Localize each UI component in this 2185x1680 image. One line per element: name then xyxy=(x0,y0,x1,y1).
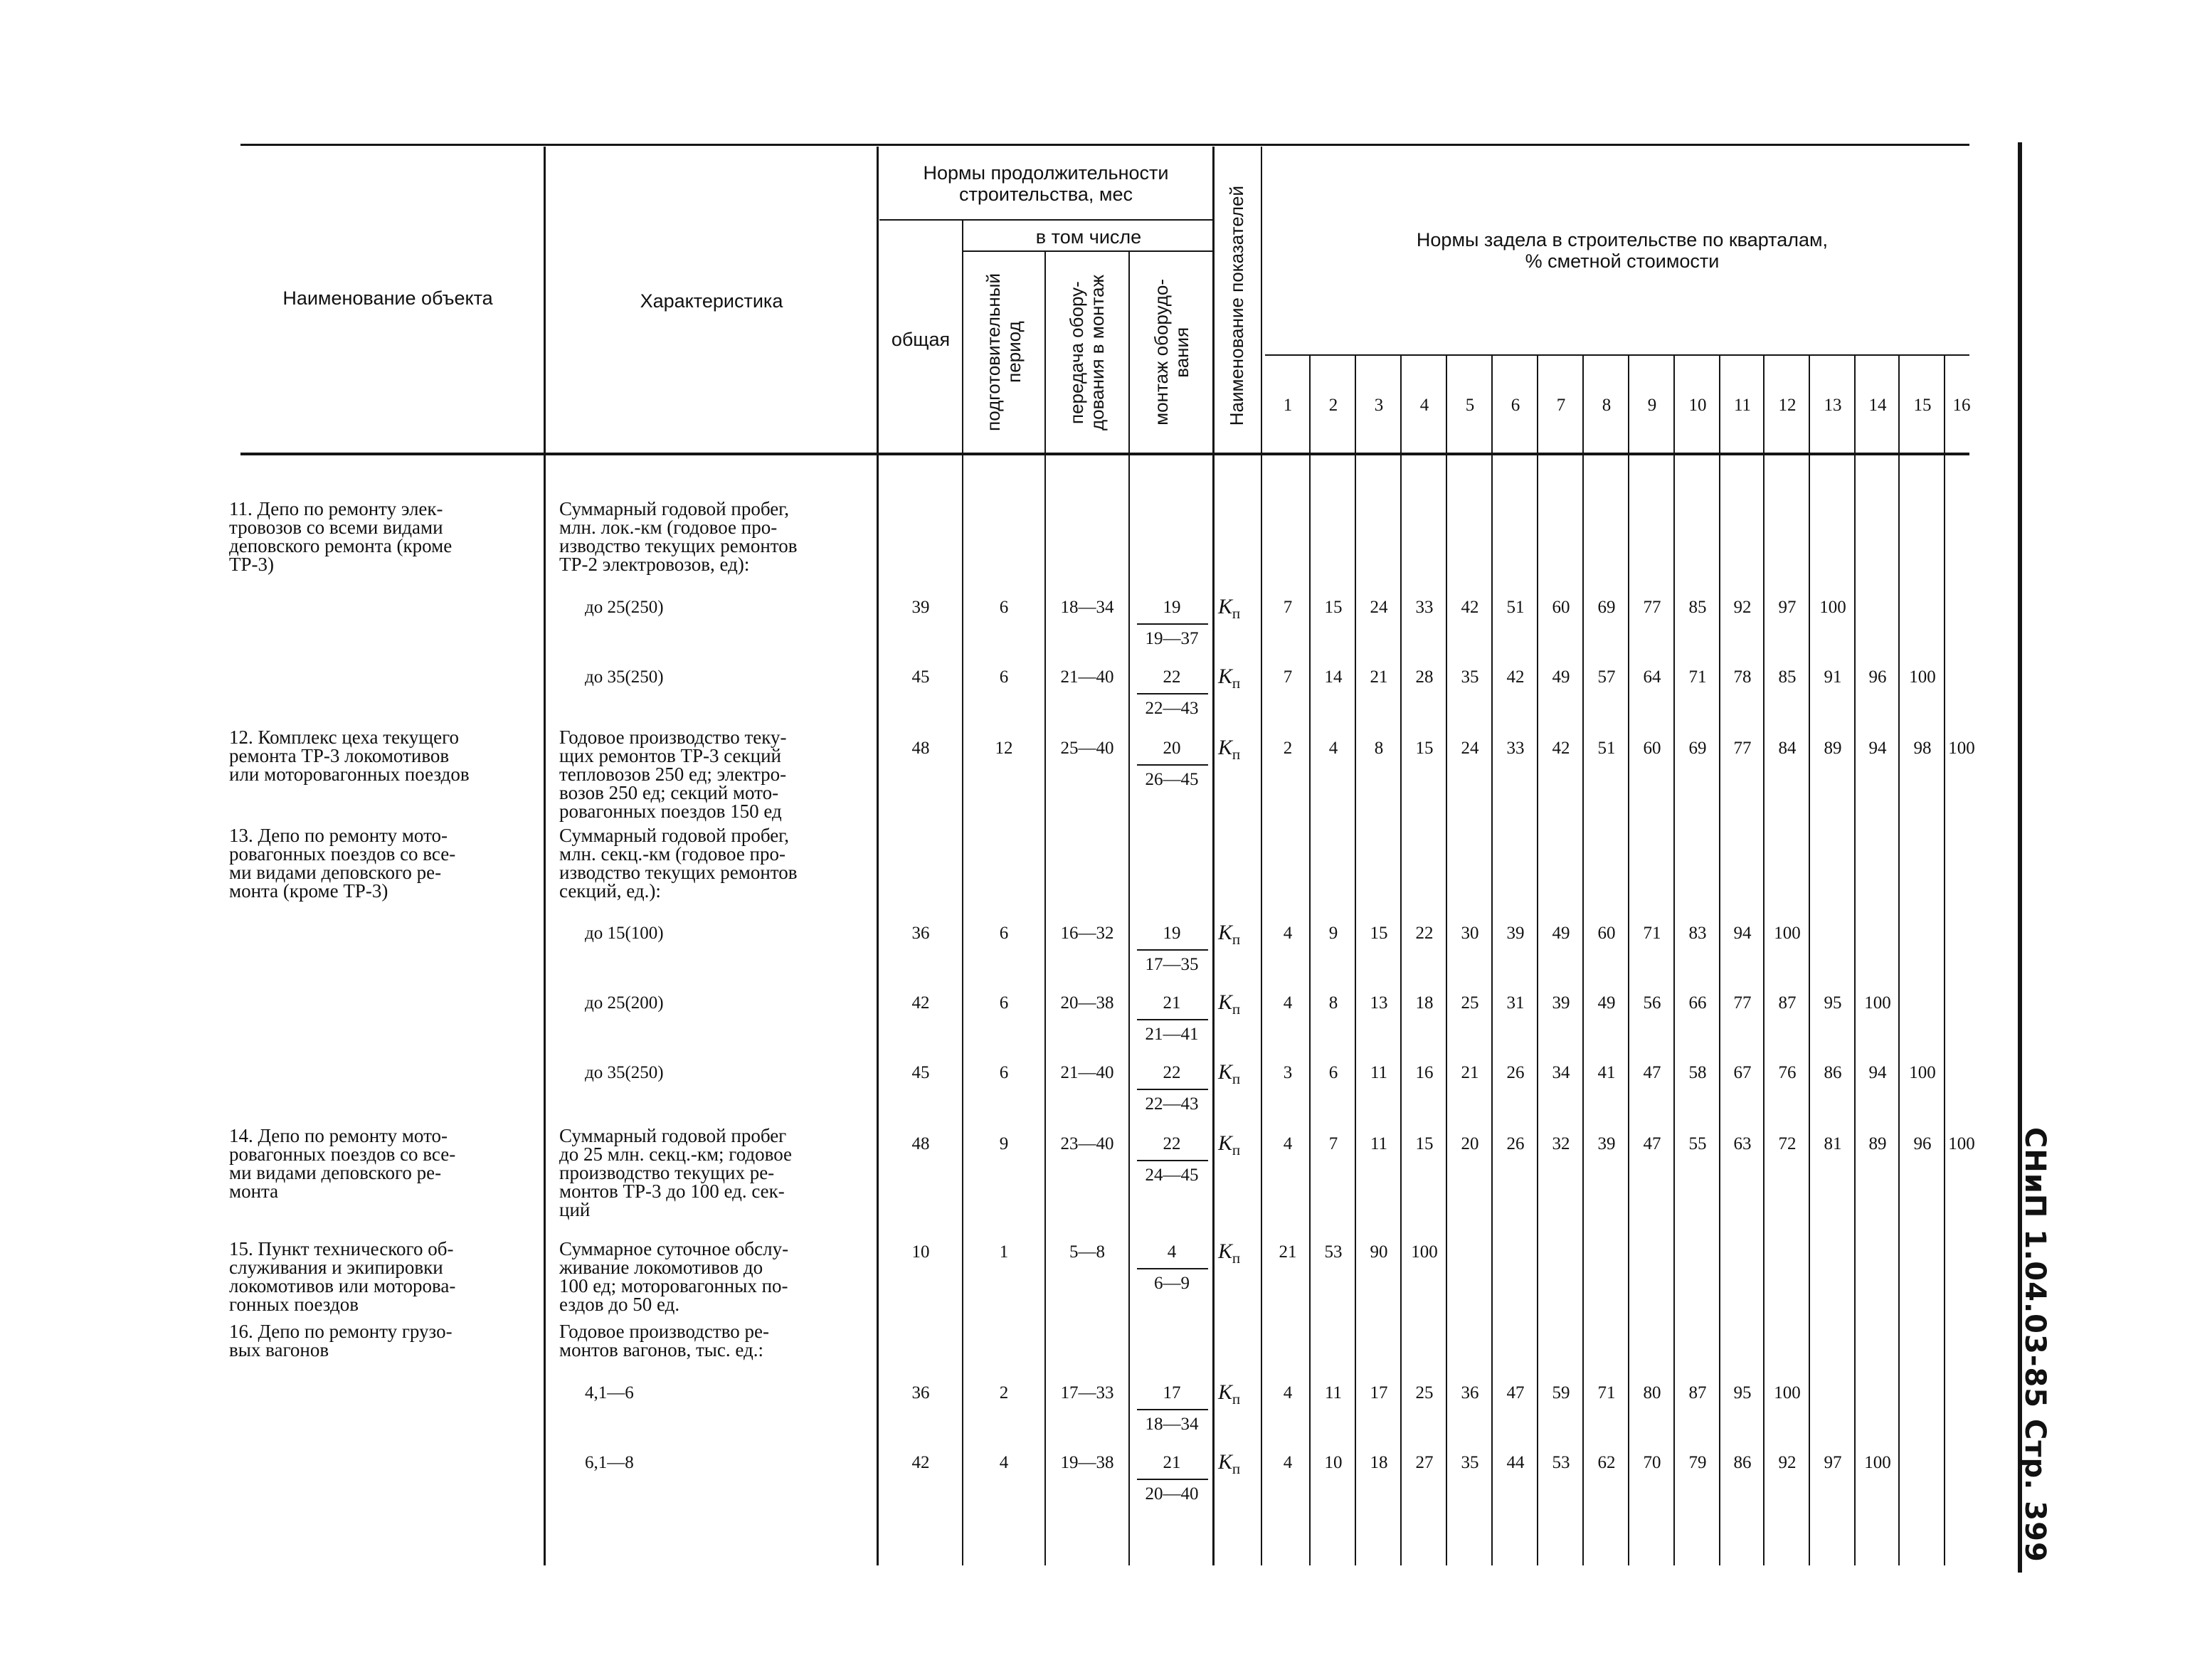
cell-quarter-12: 97 xyxy=(1778,598,1797,617)
cell-total: 48 xyxy=(911,1134,930,1153)
row-subcategory: 6,1—8 xyxy=(585,1453,634,1472)
cell-mount-top: 22 xyxy=(1163,1063,1181,1082)
cell-quarter-13: 97 xyxy=(1824,1453,1842,1472)
cell-quarter-10: 71 xyxy=(1688,667,1707,687)
cell-quarter-1: 21 xyxy=(1279,1242,1297,1262)
cell-quarter-14: 100 xyxy=(1864,993,1891,1013)
header-indicator-name: Наименование показателей xyxy=(1225,186,1247,426)
cell-quarter-1: 2 xyxy=(1283,739,1293,758)
cell-quarter-1: 7 xyxy=(1283,667,1293,687)
cell-total: 36 xyxy=(911,924,930,943)
cell-quarter-5: 24 xyxy=(1461,739,1479,758)
cell-mount-top: 21 xyxy=(1163,1453,1181,1472)
cell-quarter-4: 33 xyxy=(1415,598,1434,617)
cell-quarter-1: 4 xyxy=(1283,1383,1293,1402)
cell-quarter-6: 39 xyxy=(1506,924,1525,943)
cell-quarter-5: 36 xyxy=(1461,1383,1479,1402)
cell-quarter-8: 57 xyxy=(1597,667,1616,687)
cell-quarter-15: 100 xyxy=(1909,667,1936,687)
cell-quarter-12: 92 xyxy=(1778,1453,1797,1472)
cell-quarter-15: 98 xyxy=(1913,739,1932,758)
cell-quarter-11: 94 xyxy=(1733,924,1752,943)
indicator-kp: $К_п$ xyxy=(1218,990,1241,1018)
cell-quarter-11: 86 xyxy=(1733,1453,1752,1472)
cell-quarter-1: 4 xyxy=(1283,993,1293,1013)
characteristic-15: Суммарное суточное обслу- живание локомотивов до 100 ед; моторовагонных по- ездов до 50 ед. xyxy=(559,1238,789,1315)
cell-quarter-2: 15 xyxy=(1324,598,1343,617)
cell-quarter-11: 67 xyxy=(1733,1063,1752,1082)
indicator-kp: $К_п$ xyxy=(1218,921,1241,948)
cell-transfer: 19—38 xyxy=(1060,1453,1114,1472)
cell-quarter-9: 80 xyxy=(1643,1383,1661,1402)
header-including: в том числе xyxy=(1035,226,1142,248)
cell-transfer: 5—8 xyxy=(1069,1242,1105,1262)
cell-total: 42 xyxy=(911,993,930,1013)
mount-fraction-bar xyxy=(1137,623,1208,625)
quarter-header-11: 11 xyxy=(1733,396,1752,415)
object-12: 12. Комплекс цеха текущего ремонта ТР-3 локомотивов или моторовагонных поездов xyxy=(229,727,470,785)
cell-quarter-7: 42 xyxy=(1552,739,1570,758)
header-equipment-mounting: монтаж оборудо- вания xyxy=(1150,279,1192,426)
cell-quarter-10: 66 xyxy=(1688,993,1707,1013)
cell-quarter-7: 60 xyxy=(1552,598,1570,617)
quarter-header-16: 16 xyxy=(1952,396,1971,415)
vline-char xyxy=(877,147,879,1565)
cell-quarter-12: 87 xyxy=(1778,993,1797,1013)
cell-quarter-8: 51 xyxy=(1597,739,1616,758)
cell-quarter-6: 31 xyxy=(1506,993,1525,1013)
cell-quarter-2: 10 xyxy=(1324,1453,1343,1472)
cell-quarter-11: 95 xyxy=(1733,1383,1752,1402)
quarter-header-6: 6 xyxy=(1511,396,1520,415)
quarter-header-13: 13 xyxy=(1824,396,1842,415)
quarter-header-5: 5 xyxy=(1465,396,1475,415)
cell-quarter-6: 26 xyxy=(1506,1063,1525,1082)
cell-quarter-11: 77 xyxy=(1733,993,1752,1013)
cell-quarter-9: 47 xyxy=(1643,1063,1661,1082)
quarter-header-3: 3 xyxy=(1374,396,1384,415)
cell-total: 10 xyxy=(911,1242,930,1262)
cell-total: 42 xyxy=(911,1453,930,1472)
cell-mount-bottom: 24—45 xyxy=(1145,1166,1199,1185)
cell-quarter-9: 77 xyxy=(1643,598,1661,617)
cell-quarter-10: 58 xyxy=(1688,1063,1707,1082)
cell-prep: 9 xyxy=(999,1134,1009,1153)
cell-quarter-2: 6 xyxy=(1328,1063,1338,1082)
indicator-kp: $К_п$ xyxy=(1218,665,1241,692)
cell-quarter-10: 55 xyxy=(1688,1134,1707,1153)
cell-quarter-13: 100 xyxy=(1819,598,1846,617)
cell-quarter-5: 35 xyxy=(1461,1453,1479,1472)
cell-prep: 12 xyxy=(995,739,1013,758)
cell-total: 39 xyxy=(911,598,930,617)
cell-prep: 6 xyxy=(999,924,1009,943)
cell-quarter-6: 42 xyxy=(1506,667,1525,687)
object-16: 16. Депо по ремонту грузо- вых вагонов xyxy=(229,1321,453,1361)
cell-mount-bottom: 17—35 xyxy=(1145,955,1199,974)
vline-quarter xyxy=(1898,354,1900,1565)
cell-quarter-5: 25 xyxy=(1461,993,1479,1013)
quarter-header-4: 4 xyxy=(1419,396,1429,415)
indicator-kp: $К_п$ xyxy=(1218,1380,1241,1407)
vline-name xyxy=(544,147,546,1565)
indicator-kp: $К_п$ xyxy=(1218,1131,1241,1158)
cell-quarter-7: 32 xyxy=(1552,1134,1570,1153)
cell-quarter-8: 39 xyxy=(1597,1134,1616,1153)
cell-quarter-9: 64 xyxy=(1643,667,1661,687)
row-subcategory: до 15(100) xyxy=(585,924,664,943)
cell-transfer: 21—40 xyxy=(1060,667,1114,687)
rule-duration-sub xyxy=(879,219,1214,221)
object-13: 13. Депо по ремонту мото- ровагонных поездов со все- ми видами деповского ре- монта (кроме ТР-3) xyxy=(229,825,456,902)
cell-quarter-8: 60 xyxy=(1597,924,1616,943)
cell-quarter-13: 81 xyxy=(1824,1134,1842,1153)
quarter-header-1: 1 xyxy=(1283,396,1293,415)
cell-quarter-3: 17 xyxy=(1370,1383,1388,1402)
cell-quarter-6: 47 xyxy=(1506,1383,1525,1402)
cell-quarter-14: 94 xyxy=(1868,1063,1887,1082)
cell-quarter-6: 33 xyxy=(1506,739,1525,758)
cell-transfer: 20—38 xyxy=(1060,993,1114,1013)
cell-quarter-6: 26 xyxy=(1506,1134,1525,1153)
cell-mount-bottom: 20—40 xyxy=(1145,1484,1199,1504)
cell-quarter-15: 96 xyxy=(1913,1134,1932,1153)
rule-header-bottom xyxy=(240,453,1969,455)
cell-quarter-9: 71 xyxy=(1643,924,1661,943)
quarter-header-15: 15 xyxy=(1913,396,1932,415)
cell-quarter-3: 11 xyxy=(1370,1134,1388,1153)
cell-quarter-3: 18 xyxy=(1370,1453,1388,1472)
cell-quarter-12: 100 xyxy=(1774,924,1801,943)
cell-total: 45 xyxy=(911,667,930,687)
cell-quarter-1: 4 xyxy=(1283,1134,1293,1153)
mount-fraction-bar xyxy=(1137,1479,1208,1480)
cell-quarter-4: 18 xyxy=(1415,993,1434,1013)
row-subcategory: 4,1—6 xyxy=(585,1383,634,1402)
cell-quarter-10: 85 xyxy=(1688,598,1707,617)
rule-backlog-sub xyxy=(1265,354,1969,356)
vline-transfer xyxy=(1128,250,1130,1565)
cell-mount-top: 20 xyxy=(1163,739,1181,758)
vline-quarter xyxy=(1944,354,1945,1565)
mount-fraction-bar xyxy=(1137,949,1208,951)
cell-quarter-2: 4 xyxy=(1328,739,1338,758)
cell-prep: 4 xyxy=(999,1453,1009,1472)
cell-quarter-16: 100 xyxy=(1948,1134,1975,1153)
cell-transfer: 17—33 xyxy=(1060,1383,1114,1402)
cell-prep: 1 xyxy=(999,1242,1009,1262)
quarter-header-7: 7 xyxy=(1556,396,1566,415)
cell-quarter-4: 25 xyxy=(1415,1383,1434,1402)
cell-mount-bottom: 6—9 xyxy=(1154,1274,1190,1293)
cell-quarter-10: 69 xyxy=(1688,739,1707,758)
row-subcategory: до 25(200) xyxy=(585,993,664,1013)
cell-mount-top: 22 xyxy=(1163,667,1181,687)
indicator-kp: $К_п$ xyxy=(1218,1450,1241,1477)
cell-quarter-7: 59 xyxy=(1552,1383,1570,1402)
header-backlog-norms: Нормы задела в строительстве по кварталам, % сметной стоимости xyxy=(1416,229,1829,272)
cell-quarter-2: 53 xyxy=(1324,1242,1343,1262)
cell-quarter-6: 51 xyxy=(1506,598,1525,617)
mount-fraction-bar xyxy=(1137,1089,1208,1090)
cell-quarter-8: 62 xyxy=(1597,1453,1616,1472)
cell-quarter-8: 71 xyxy=(1597,1383,1616,1402)
header-characteristic: Характеристика xyxy=(640,290,783,312)
cell-quarter-3: 21 xyxy=(1370,667,1388,687)
cell-quarter-7: 34 xyxy=(1552,1063,1570,1082)
cell-quarter-2: 11 xyxy=(1324,1383,1343,1402)
cell-quarter-5: 35 xyxy=(1461,667,1479,687)
cell-quarter-13: 89 xyxy=(1824,739,1842,758)
cell-quarter-7: 49 xyxy=(1552,924,1570,943)
quarter-header-14: 14 xyxy=(1868,396,1887,415)
cell-mount-top: 21 xyxy=(1163,993,1181,1013)
cell-quarter-10: 79 xyxy=(1688,1453,1707,1472)
cell-quarter-1: 3 xyxy=(1283,1063,1293,1082)
quarter-header-10: 10 xyxy=(1688,396,1707,415)
header-prep-period: подготовительный период xyxy=(983,273,1025,431)
cell-total: 45 xyxy=(911,1063,930,1082)
cell-quarter-5: 42 xyxy=(1461,598,1479,617)
cell-mount-bottom: 22—43 xyxy=(1145,1094,1199,1114)
cell-quarter-3: 24 xyxy=(1370,598,1388,617)
cell-quarter-5: 20 xyxy=(1461,1134,1479,1153)
characteristic-11: Суммарный годовой пробег, млн. лок.-км (годовое про- изводство текущих ремонтов ТР-2 электровозов, ед): xyxy=(559,498,798,575)
vline-mount xyxy=(1212,147,1215,1565)
cell-prep: 6 xyxy=(999,993,1009,1013)
cell-quarter-4: 15 xyxy=(1415,1134,1434,1153)
mount-fraction-bar xyxy=(1137,693,1208,694)
characteristic-14: Суммарный годовой пробег до 25 млн. секц.-км; годовое производство текущих ре- монтов ТР-3 до 100 ед. сек- ций xyxy=(559,1125,793,1220)
cell-quarter-9: 56 xyxy=(1643,993,1661,1013)
cell-quarter-14: 94 xyxy=(1868,739,1887,758)
cell-quarter-4: 15 xyxy=(1415,739,1434,758)
indicator-kp: $К_п$ xyxy=(1218,1060,1241,1087)
mount-fraction-bar xyxy=(1137,1409,1208,1410)
cell-mount-bottom: 21—41 xyxy=(1145,1025,1199,1044)
header-object-name: Наименование объекта xyxy=(282,287,493,309)
mount-fraction-bar xyxy=(1137,1019,1208,1020)
indicator-kp: $К_п$ xyxy=(1218,595,1241,622)
cell-mount-top: 19 xyxy=(1163,598,1181,617)
page-stamp: СНиП 1.04.03-85 Стр. 399 xyxy=(2019,1127,2051,1563)
cell-quarter-4: 16 xyxy=(1415,1063,1434,1082)
cell-quarter-5: 21 xyxy=(1461,1063,1479,1082)
cell-mount-bottom: 26—45 xyxy=(1145,770,1199,789)
object-14: 14. Депо по ремонту мото- ровагонных поездов со все- ми видами деповского ре- монта xyxy=(229,1125,456,1202)
indicator-kp: $К_п$ xyxy=(1218,736,1241,763)
cell-quarter-11: 77 xyxy=(1733,739,1752,758)
mount-fraction-bar xyxy=(1137,1268,1208,1269)
cell-total: 36 xyxy=(911,1383,930,1402)
row-subcategory: до 25(250) xyxy=(585,598,664,617)
vline-quarter xyxy=(1854,354,1856,1565)
quarter-header-12: 12 xyxy=(1778,396,1797,415)
quarter-header-2: 2 xyxy=(1328,396,1338,415)
cell-mount-top: 22 xyxy=(1163,1134,1181,1153)
cell-quarter-8: 69 xyxy=(1597,598,1616,617)
cell-transfer: 23—40 xyxy=(1060,1134,1114,1153)
cell-quarter-1: 7 xyxy=(1283,598,1293,617)
cell-mount-bottom: 22—43 xyxy=(1145,699,1199,718)
cell-transfer: 16—32 xyxy=(1060,924,1114,943)
cell-quarter-16: 100 xyxy=(1948,739,1975,758)
cell-transfer: 21—40 xyxy=(1060,1063,1114,1082)
cell-quarter-2: 9 xyxy=(1328,924,1338,943)
cell-total: 48 xyxy=(911,739,930,758)
characteristic-16: Годовое производство ре- монтов вагонов, тыс. ед.: xyxy=(559,1321,769,1361)
cell-quarter-3: 13 xyxy=(1370,993,1388,1013)
cell-quarter-12: 85 xyxy=(1778,667,1797,687)
cell-quarter-13: 91 xyxy=(1824,667,1842,687)
characteristic-13: Суммарный годовой пробег, млн. секц.-км (годовое про- изводство текущих ремонтов секций, ед.): xyxy=(559,825,798,902)
cell-prep: 6 xyxy=(999,598,1009,617)
cell-prep: 2 xyxy=(999,1383,1009,1402)
cell-quarter-1: 4 xyxy=(1283,924,1293,943)
cell-quarter-13: 95 xyxy=(1824,993,1842,1013)
cell-quarter-12: 84 xyxy=(1778,739,1797,758)
cell-mount-top: 4 xyxy=(1167,1242,1177,1262)
cell-quarter-8: 49 xyxy=(1597,993,1616,1013)
cell-quarter-12: 100 xyxy=(1774,1383,1801,1402)
cell-quarter-9: 47 xyxy=(1643,1134,1661,1153)
quarter-header-8: 8 xyxy=(1602,396,1612,415)
row-subcategory: до 35(250) xyxy=(585,1063,664,1082)
cell-quarter-3: 15 xyxy=(1370,924,1388,943)
cell-quarter-7: 39 xyxy=(1552,993,1570,1013)
cell-quarter-7: 49 xyxy=(1552,667,1570,687)
cell-quarter-2: 14 xyxy=(1324,667,1343,687)
quarter-header-9: 9 xyxy=(1647,396,1657,415)
vline-indicator xyxy=(1261,147,1262,1565)
cell-quarter-11: 63 xyxy=(1733,1134,1752,1153)
cell-quarter-7: 53 xyxy=(1552,1453,1570,1472)
row-subcategory: до 35(250) xyxy=(585,667,664,687)
cell-transfer: 18—34 xyxy=(1060,598,1114,617)
cell-quarter-2: 8 xyxy=(1328,993,1338,1013)
header-total: общая xyxy=(891,329,951,350)
characteristic-12: Годовое производство теку- щих ремонтов ТР-3 секций тепловозов 250 ед; электро- возов 250 ед; секций мото- ровагонных поездов 150 ед xyxy=(559,727,787,822)
cell-quarter-4: 22 xyxy=(1415,924,1434,943)
cell-quarter-12: 72 xyxy=(1778,1134,1797,1153)
cell-quarter-4: 100 xyxy=(1411,1242,1438,1262)
mount-fraction-bar xyxy=(1137,764,1208,766)
cell-quarter-5: 30 xyxy=(1461,924,1479,943)
cell-prep: 6 xyxy=(999,1063,1009,1082)
mount-fraction-bar xyxy=(1137,1160,1208,1161)
cell-mount-top: 19 xyxy=(1163,924,1181,943)
cell-quarter-8: 41 xyxy=(1597,1063,1616,1082)
cell-quarter-1: 4 xyxy=(1283,1453,1293,1472)
cell-quarter-12: 76 xyxy=(1778,1063,1797,1082)
cell-quarter-10: 87 xyxy=(1688,1383,1707,1402)
object-11: 11. Депо по ремонту элек- тровозов со всеми видами деповского ремонта (кроме ТР-3) xyxy=(229,498,453,575)
cell-quarter-6: 44 xyxy=(1506,1453,1525,1472)
cell-prep: 6 xyxy=(999,667,1009,687)
cell-quarter-4: 28 xyxy=(1415,667,1434,687)
header-duration-norms: Нормы продолжительности строительства, мес xyxy=(923,162,1169,205)
cell-quarter-11: 78 xyxy=(1733,667,1752,687)
cell-quarter-11: 92 xyxy=(1733,598,1752,617)
object-15: 15. Пункт технического об- служивания и экипировки локомотивов или моторова- гонных поездов xyxy=(229,1238,456,1315)
cell-quarter-13: 86 xyxy=(1824,1063,1842,1082)
cell-quarter-14: 89 xyxy=(1868,1134,1887,1153)
cell-mount-bottom: 19—37 xyxy=(1145,629,1199,648)
cell-mount-bottom: 18—34 xyxy=(1145,1415,1199,1434)
header-equipment-transfer: передача обору- дования в монтаж xyxy=(1066,274,1108,430)
cell-quarter-9: 70 xyxy=(1643,1453,1661,1472)
cell-transfer: 25—40 xyxy=(1060,739,1114,758)
cell-mount-top: 17 xyxy=(1163,1383,1181,1402)
cell-quarter-2: 7 xyxy=(1328,1134,1338,1153)
cell-quarter-14: 96 xyxy=(1868,667,1887,687)
cell-quarter-4: 27 xyxy=(1415,1453,1434,1472)
cell-quarter-3: 8 xyxy=(1374,739,1384,758)
cell-quarter-3: 11 xyxy=(1370,1063,1388,1082)
cell-quarter-10: 83 xyxy=(1688,924,1707,943)
rule-top xyxy=(240,144,1969,146)
cell-quarter-3: 90 xyxy=(1370,1242,1388,1262)
cell-quarter-14: 100 xyxy=(1864,1453,1891,1472)
cell-quarter-9: 60 xyxy=(1643,739,1661,758)
rule-including-sub xyxy=(963,250,1212,252)
indicator-kp: $К_п$ xyxy=(1218,1240,1241,1267)
cell-quarter-15: 100 xyxy=(1909,1063,1936,1082)
